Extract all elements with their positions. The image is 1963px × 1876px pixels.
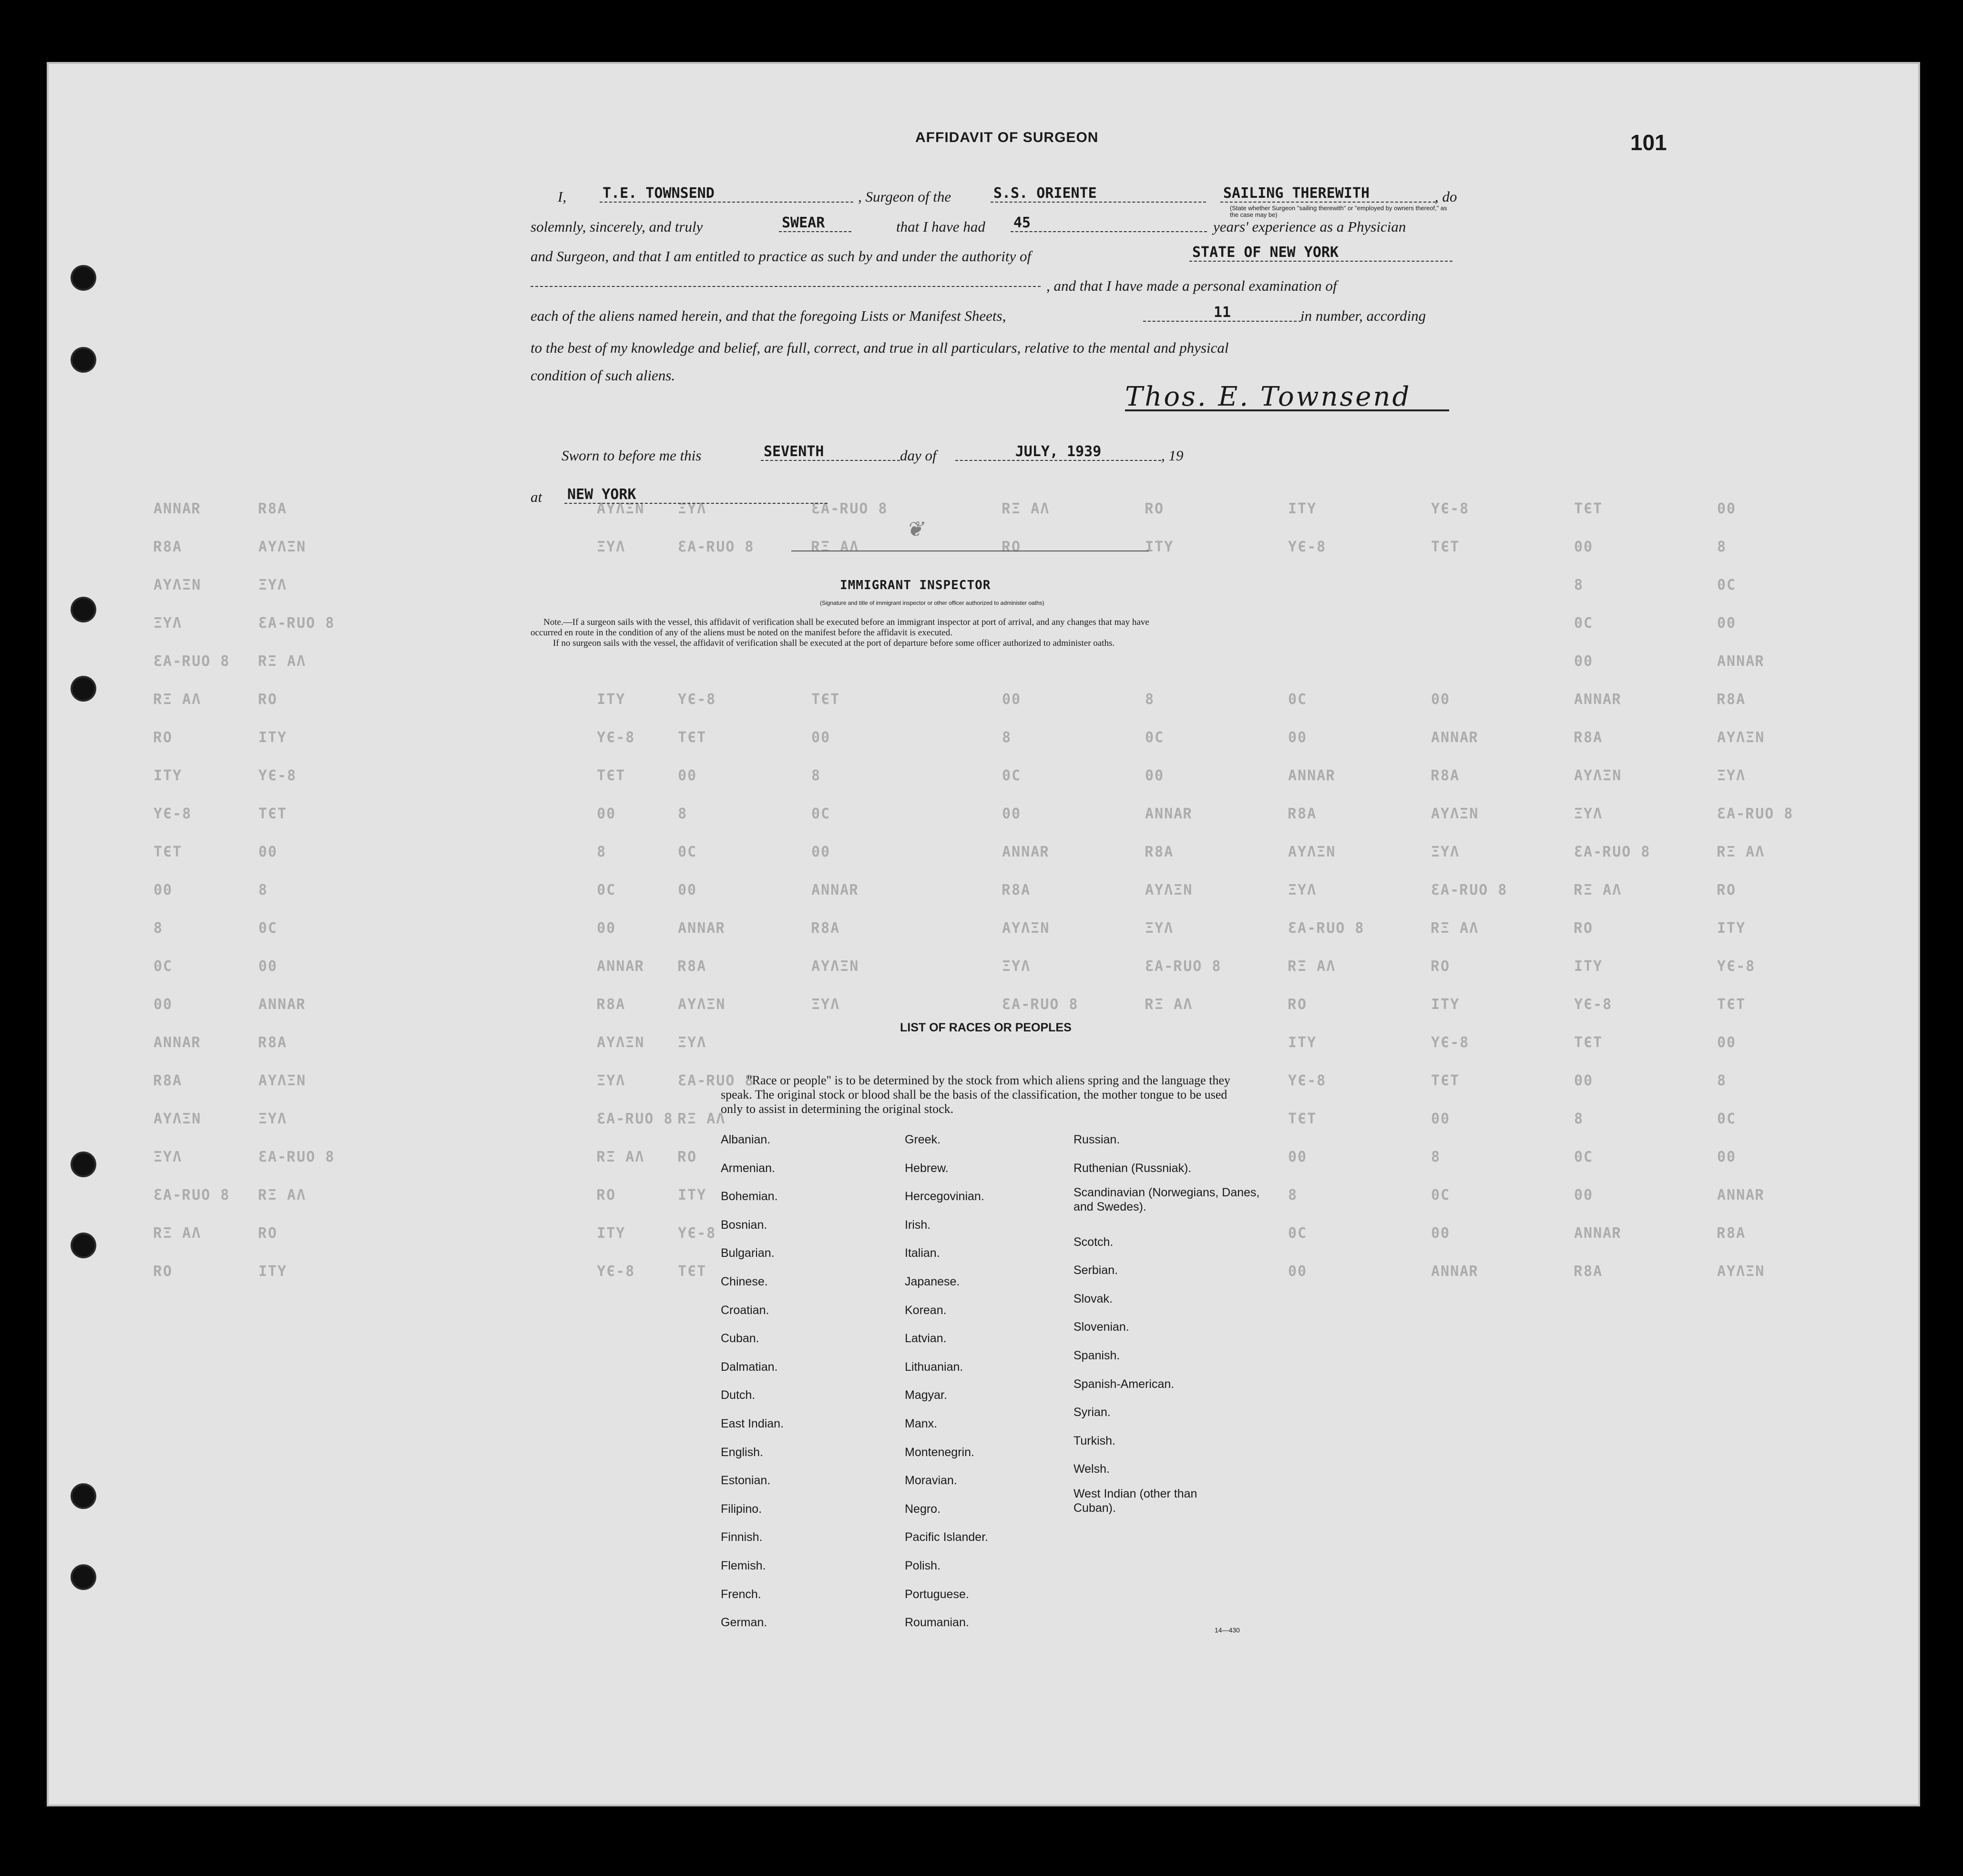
affidavit-text: each of the aliens named herein, and that the foregoing Lists or Manifest Sheets,	[531, 307, 1006, 324]
race-item: Welsh.	[1074, 1462, 1110, 1476]
ghost-text: ЯAИИА	[1573, 1225, 1621, 1242]
ghost-text: 8	[1716, 1072, 1726, 1089]
race-item: Slovenian.	[1074, 1320, 1129, 1334]
page-number: 101	[1630, 130, 1667, 155]
race-item: Montenegrin.	[905, 1445, 974, 1459]
sworn-text: Sworn to before me this	[562, 447, 702, 464]
ghost-text: ΛΑ ΞЯ	[677, 1111, 725, 1127]
race-item: Moravian.	[905, 1474, 957, 1488]
affidavit-text: solemnly, sincerely, and truly	[531, 218, 703, 235]
ghost-text: ОЯ	[1716, 882, 1736, 898]
affidavit-text: , Surgeon of the	[858, 188, 951, 205]
ghost-text: ΛΥΞ	[596, 1072, 625, 1089]
ghost-text: ЯAИИА	[153, 500, 201, 517]
ghost-text: 8	[1430, 1149, 1440, 1165]
ghost-text: A8Я	[1287, 805, 1316, 822]
ghost-text: ИΞΛΥΑ	[596, 500, 644, 517]
ghost-text: Ɔ0	[810, 805, 830, 822]
ghost-text: YTI	[1573, 958, 1602, 975]
ghost-text: YTI	[257, 1263, 286, 1280]
ghost-text: Ɔ0	[153, 958, 172, 975]
ghost-text: 8 ΟUЯ-AЗ	[1716, 805, 1793, 822]
ghost-text: ОЯ	[1430, 958, 1450, 975]
ghost-text: 00	[810, 729, 830, 746]
ghost-text: ЯAИИА	[810, 882, 859, 898]
ghost-text: 8-ЭΥ	[1573, 996, 1612, 1013]
race-item: Turkish.	[1074, 1434, 1115, 1448]
ghost-text: 8 ΟUЯ-AЗ	[1573, 844, 1650, 860]
ghost-text: 8-ЭΥ	[596, 1263, 634, 1280]
race-item: Estonian.	[721, 1474, 771, 1488]
ghost-text: ИΞΛΥΑ	[257, 539, 306, 555]
race-item: Hebrew.	[905, 1161, 949, 1175]
ghost-text: 8	[1144, 691, 1154, 708]
ghost-text: ΛΥΞ	[810, 996, 839, 1013]
ghost-text: ОЯ	[257, 691, 277, 708]
ghost-text: YTI	[596, 1225, 625, 1242]
race-item: Greek.	[905, 1133, 941, 1146]
sworn-text: , 19	[1161, 447, 1184, 464]
ghost-text: 00	[153, 996, 172, 1013]
ghost-text: ЯAИИА	[1430, 729, 1478, 746]
ghost-text: A8Я	[1716, 1225, 1745, 1242]
race-item: Syrian.	[1074, 1406, 1111, 1419]
sworn-place: NEW YORK	[564, 486, 828, 504]
race-item: Scotch.	[1074, 1235, 1114, 1249]
ghost-text: 00	[596, 805, 615, 822]
ghost-text: ОЯ	[257, 1225, 277, 1242]
ghost-text: Ɔ0	[1430, 1187, 1450, 1203]
races-description: "Race or people" is to be determined by the stock from which aliens spring and the language they speak. The original stock or blood shall be the basis of the classification, the mother tongue to be used only to assist in determining the original stock.	[721, 1073, 1230, 1116]
ghost-text: Ɔ0	[677, 844, 696, 860]
ghost-text: ΛΑ ΞЯ	[1573, 882, 1621, 898]
ghost-text: YTI	[153, 767, 182, 784]
ghost-text: 00	[677, 882, 696, 898]
punch-hole	[72, 678, 94, 700]
ghost-text: 00	[1430, 691, 1450, 708]
ghost-text: ОЯ	[1144, 500, 1164, 517]
ghost-text: ИΞΛΥΑ	[1001, 920, 1049, 937]
ghost-text: ΛΑ ΞЯ	[153, 1225, 201, 1242]
ghost-text: 8-ЭΥ	[1430, 500, 1469, 517]
ghost-text: ΛΥΞ	[1573, 805, 1602, 822]
ghost-text: 8-ЭΥ	[1287, 539, 1326, 555]
race-item: Chinese.	[721, 1274, 768, 1288]
race-item: Croatian.	[721, 1303, 769, 1317]
note-line-1: Note.—If a surgeon sails with the vessel, this affidavit of verification shall be executed before an immigrant inspector at port of arrival, and any changes that may have	[543, 617, 1149, 627]
ghost-text: 8	[1716, 539, 1726, 555]
ghost-text: 8 ΟUЯ-AЗ	[153, 653, 229, 670]
ghost-text: Ɔ0	[1287, 1225, 1307, 1242]
ghost-text: ИΞΛΥΑ	[1716, 1263, 1764, 1280]
ghost-text: ΛΑ ΞЯ	[1716, 844, 1764, 860]
ghost-text: A8Я	[153, 539, 182, 555]
ghost-text: ΛΥΞ	[677, 1034, 706, 1051]
ghost-text: ΛΑ ΞЯ	[1001, 500, 1049, 517]
ghost-text: ΛΥΞ	[153, 1149, 182, 1165]
race-item: Spanish-American.	[1074, 1377, 1175, 1391]
ghost-text: ИΞΛΥΑ	[1144, 882, 1192, 898]
ghost-text: YTI	[1144, 539, 1173, 555]
ghost-text: 8 ΟUЯ-AЗ	[1430, 882, 1507, 898]
race-item: Dutch.	[721, 1388, 756, 1402]
ghost-text: ΛΥΞ	[257, 1111, 286, 1127]
ghost-text: ΛΥΞ	[1430, 844, 1459, 860]
ghost-text: ΤЭΤ	[677, 1263, 706, 1280]
races-column-2	[905, 1126, 988, 1637]
race-item: Pacific Islander.	[905, 1530, 989, 1544]
ghost-text: ΤЭΤ	[1430, 1072, 1459, 1089]
ghost-text: 00	[1001, 691, 1021, 708]
ghost-text: ОЯ	[677, 1149, 696, 1165]
ghost-text: YTI	[1716, 920, 1745, 937]
race-item: French.	[721, 1587, 761, 1601]
ghost-text: ЯAИИА	[677, 920, 725, 937]
ghost-text: 8 ΟUЯ-AЗ	[677, 539, 754, 555]
ghost-text: ЯAИИА	[1001, 844, 1049, 860]
ghost-text: YTI	[1430, 996, 1459, 1013]
ghost-text: ОЯ	[153, 1263, 172, 1280]
surgeon-name: T.E. TOWNSEND	[600, 185, 853, 203]
ghost-text: 00	[1716, 500, 1736, 517]
race-item: Bosnian.	[721, 1218, 767, 1232]
punch-hole	[72, 1566, 94, 1588]
ghost-text: 8	[1573, 1111, 1583, 1127]
ghost-text: YTI	[1287, 500, 1316, 517]
ghost-text: 00	[1287, 1149, 1307, 1165]
inspector-label: IMMIGRANT INSPECTOR	[840, 578, 991, 592]
ghost-text: A8Я	[1716, 691, 1745, 708]
ghost-text: ЯAИИА	[153, 1034, 201, 1051]
affidavit-text: in number, according	[1300, 307, 1426, 324]
ghost-text: 00	[1430, 1111, 1450, 1127]
ghost-text: ОЯ	[1001, 539, 1021, 555]
race-item: Serbian.	[1074, 1264, 1118, 1277]
ghost-text: ОЯ	[596, 1187, 615, 1203]
ghost-text: ΛΥΞ	[596, 539, 625, 555]
race-item: Finnish.	[721, 1530, 763, 1544]
ghost-text: 8 ΟUЯ-AЗ	[1001, 996, 1078, 1013]
ghost-text: 00	[1287, 729, 1307, 746]
ghost-text: 8 ΟUЯ-AЗ	[677, 1072, 754, 1089]
ghost-text: YTI	[257, 729, 286, 746]
oath-word: SWEAR	[779, 214, 851, 232]
form-number: 14—430	[1215, 1626, 1240, 1634]
sworn-day: SEVENTH	[761, 443, 900, 461]
ghost-text: ΤЭΤ	[153, 844, 182, 860]
ghost-text: ИΞΛΥΑ	[1716, 729, 1764, 746]
ghost-text: Ɔ0	[1001, 767, 1021, 784]
ghost-text: A8Я	[596, 996, 625, 1013]
authority: STATE OF NEW YORK	[1189, 244, 1452, 262]
affidavit-text: I,	[558, 188, 567, 205]
ghost-text: 00	[596, 920, 615, 937]
races-column-1	[721, 1126, 784, 1637]
ship-name: S.S. ORIENTE	[991, 185, 1206, 203]
ghost-text: 8-ЭΥ	[677, 1225, 716, 1242]
race-item: Latvian.	[905, 1332, 947, 1346]
race-item: Irish.	[905, 1218, 931, 1232]
sworn-text: at	[531, 489, 542, 505]
blank-line	[531, 286, 1041, 287]
race-item: Ruthenian (Russniak).	[1074, 1161, 1192, 1175]
ghost-text: 8-ЭΥ	[596, 729, 634, 746]
ghost-text: Ɔ0	[1573, 615, 1593, 632]
race-item: Italian.	[905, 1246, 940, 1260]
ghost-text: ΛΥΞ	[677, 500, 706, 517]
ghost-text: YTI	[596, 691, 625, 708]
affidavit-text: , do	[1435, 188, 1457, 205]
affidavit-text: that I have had	[896, 218, 985, 235]
ghost-text: 8-ЭΥ	[1716, 958, 1755, 975]
ghost-text: 00	[677, 767, 696, 784]
ghost-text: ЯAИИА	[1716, 1187, 1764, 1203]
race-item: Bulgarian.	[721, 1246, 775, 1260]
ghost-text: ИΞΛΥΑ	[1573, 767, 1621, 784]
inspector-signature: ❦	[906, 517, 923, 541]
ghost-text: 00	[1573, 653, 1593, 670]
race-item: Polish.	[905, 1559, 941, 1572]
race-item: West Indian (other than Cuban).	[1074, 1487, 1197, 1515]
ghost-text: Ɔ0	[1716, 577, 1736, 593]
ghost-text: ΛΑ ΞЯ	[810, 539, 859, 555]
race-item: Japanese.	[905, 1274, 960, 1288]
punch-hole	[72, 267, 94, 289]
race-item: Cuban.	[721, 1332, 759, 1346]
ghost-text: ИΞΛΥΑ	[153, 1111, 201, 1127]
race-item: German.	[721, 1616, 767, 1630]
ghost-text: 8	[257, 882, 267, 898]
ghost-text: ЯAИИА	[1144, 805, 1192, 822]
ghost-text: 00	[1001, 805, 1021, 822]
note-line-3: If no surgeon sails with the vessel, the affidavit of verification shall be executed at the port of departure before some officer authorized to administer oaths.	[553, 638, 1115, 648]
ghost-text: YTI	[677, 1187, 706, 1203]
ghost-text: A8Я	[1573, 729, 1602, 746]
sworn-text: day of	[900, 447, 937, 464]
ghost-text: ΛΥΞ	[257, 577, 286, 593]
ghost-text: 00	[153, 882, 172, 898]
ghost-text: A8Я	[1001, 882, 1030, 898]
ghost-text: 8 ΟUЯ-AЗ	[596, 1111, 673, 1127]
punch-hole	[72, 1153, 94, 1175]
ghost-text: 00	[257, 844, 277, 860]
ghost-text: A8Я	[1144, 844, 1173, 860]
ghost-text: ЯAИИА	[257, 996, 306, 1013]
race-item: Scandinavian (Norwegians, Danes, and Swedes).	[1074, 1186, 1260, 1214]
races-column-3	[1074, 1126, 1264, 1515]
ghost-text: ЯAИИА	[1430, 1263, 1478, 1280]
ghost-text: ΛΥΞ	[1716, 767, 1745, 784]
race-item: East Indian.	[721, 1417, 784, 1430]
ghost-text: A8Я	[1573, 1263, 1602, 1280]
ghost-text: 00	[1573, 1187, 1593, 1203]
years-experience: 45	[1011, 214, 1207, 232]
ghost-text: 8	[1001, 729, 1011, 746]
ghost-text: A8Я	[257, 500, 286, 517]
ghost-text: 8-ЭΥ	[1287, 1072, 1326, 1089]
ghost-text: ΛΑ ΞЯ	[257, 1187, 306, 1203]
ghost-text: A8Я	[257, 1034, 286, 1051]
ghost-text: ΛΥΞ	[153, 615, 182, 632]
ghost-text: ΛΑ ΞЯ	[257, 653, 306, 670]
ghost-text: A8Я	[1430, 767, 1459, 784]
ghost-text: ИΞΛΥΑ	[596, 1034, 644, 1051]
ghost-text: ΤЭΤ	[1573, 1034, 1602, 1051]
ghost-text: 00	[1287, 1263, 1307, 1280]
ghost-text: ИΞΛΥΑ	[1430, 805, 1478, 822]
ghost-text: ИΞΛΥΑ	[1287, 844, 1335, 860]
ghost-text: 00	[1573, 1072, 1593, 1089]
ghost-text: ΛΥΞ	[1287, 882, 1316, 898]
surgeon-signature: Thos. E. Townsend	[1125, 381, 1449, 411]
affidavit-text: to the best of my knowledge and belief, are full, correct, and true in all particulars, relative to the mental and physical	[531, 339, 1229, 356]
ghost-text: 8-ЭΥ	[153, 805, 191, 822]
ghost-text: ОЯ	[1287, 996, 1307, 1013]
sailing-note: (State whether Surgeon "sailing therewith" or "employed by owners thereof," as the case may be)	[1230, 204, 1447, 218]
ghost-text: 8 ΟUЯ-AЗ	[1144, 958, 1221, 975]
ghost-text: ЯAИИА	[1287, 767, 1335, 784]
race-item: Dalmatian.	[721, 1360, 778, 1374]
ghost-text: ОЯ	[153, 729, 172, 746]
ghost-text: 8 ΟUЯ-AЗ	[153, 1187, 229, 1203]
affidavit-text: condition of such aliens.	[531, 367, 675, 384]
ghost-text: ΤЭΤ	[1287, 1111, 1316, 1127]
race-item: Negro.	[905, 1502, 941, 1516]
ghost-text: ΛΑ ΞЯ	[1430, 920, 1478, 937]
race-item: Armenian.	[721, 1161, 775, 1175]
ghost-text: ΛΥΞ	[1144, 920, 1173, 937]
punch-hole	[72, 1234, 94, 1256]
race-item: Roumanian.	[905, 1616, 969, 1630]
ghost-text: 00	[810, 844, 830, 860]
race-item: Spanish.	[1074, 1348, 1120, 1362]
race-item: Magyar.	[905, 1388, 947, 1402]
ghost-text: ΤЭΤ	[1573, 500, 1602, 517]
ghost-text: A8Я	[677, 958, 706, 975]
ghost-text: Ɔ0	[596, 882, 615, 898]
note-line-2: occurred en route in the condition of any of the aliens must be noted on the manifest before the affidavit is executed.	[531, 628, 952, 638]
ghost-text: Ɔ0	[257, 920, 277, 937]
ghost-text: ЯAИИА	[1573, 691, 1621, 708]
ghost-text: ΛΥΞ	[1001, 958, 1030, 975]
ghost-text: ΛΑ ΞЯ	[153, 691, 201, 708]
ghost-text: 8	[153, 920, 163, 937]
ghost-text: 8-ЭΥ	[1430, 1034, 1469, 1051]
ghost-text: 8	[810, 767, 820, 784]
ghost-text: 8	[1287, 1187, 1297, 1203]
affidavit-text: years' experience as a Physician	[1213, 218, 1406, 235]
race-item: Korean.	[905, 1303, 947, 1317]
ghost-text: ΤЭΤ	[677, 729, 706, 746]
affidavit-title: AFFIDAVIT OF SURGEON	[915, 130, 1099, 145]
ghost-text: Ɔ0	[1573, 1149, 1593, 1165]
punch-hole	[72, 599, 94, 621]
race-item: Bohemian.	[721, 1190, 778, 1203]
ghost-text: A8Я	[153, 1072, 182, 1089]
sailing-status: SAILING THEREWITH	[1220, 185, 1436, 203]
ghost-text: 8 ΟUЯ-AЗ	[1287, 920, 1364, 937]
ghost-text: ИΞΛΥΑ	[810, 958, 859, 975]
race-item: Flemish.	[721, 1559, 766, 1572]
ghost-text: ЯAИИА	[596, 958, 644, 975]
ghost-text: 8 ΟUЯ-AЗ	[257, 1149, 334, 1165]
race-item: Portuguese.	[905, 1587, 969, 1601]
affidavit-text: , and that I have made a personal examination of	[1046, 277, 1337, 294]
ghost-text: 00	[1716, 1149, 1736, 1165]
race-item: Lithuanian.	[905, 1360, 963, 1374]
ghost-text: A8Я	[810, 920, 839, 937]
ghost-text: ОЯ	[1573, 920, 1593, 937]
ghost-text: 8-ЭΥ	[257, 767, 296, 784]
ghost-text: 8	[596, 844, 606, 860]
ghost-text: Ɔ0	[1287, 691, 1307, 708]
race-item: Filipino.	[721, 1502, 762, 1516]
race-item: Slovak.	[1074, 1292, 1113, 1305]
ghost-text: ИΞΛΥΑ	[257, 1072, 306, 1089]
race-item: Manx.	[905, 1417, 938, 1430]
races-title: LIST OF RACES OR PEOPLES	[900, 1021, 1072, 1034]
race-item: Russian.	[1074, 1133, 1120, 1146]
ghost-text: ΤЭΤ	[810, 691, 839, 708]
ghost-text: 00	[1430, 1225, 1450, 1242]
ghost-text: 8	[677, 805, 687, 822]
ghost-text: 8	[1573, 577, 1583, 593]
ghost-text: ΤЭΤ	[596, 767, 625, 784]
race-item: English.	[721, 1445, 763, 1459]
ghost-text: ΤЭΤ	[1430, 539, 1459, 555]
ghost-text: 00	[1573, 539, 1593, 555]
race-item: Hercegovinian.	[905, 1190, 984, 1203]
ghost-text: 00	[1144, 767, 1164, 784]
ghost-text: ИΞΛΥΑ	[153, 577, 201, 593]
ghost-text: 00	[257, 958, 277, 975]
ghost-text: ΛΑ ΞЯ	[1144, 996, 1192, 1013]
inspector-note: (Signature and title of immigrant inspector or other officer authorized to administer oaths)	[820, 600, 1044, 606]
punch-hole	[72, 1485, 94, 1507]
ghost-text: ΛΑ ΞЯ	[596, 1149, 644, 1165]
ghost-text: YTI	[1287, 1034, 1316, 1051]
ghost-text: ΛΑ ΞЯ	[1287, 958, 1335, 975]
race-item: Albanian.	[721, 1133, 771, 1146]
ghost-text: 00	[1716, 1034, 1736, 1051]
sworn-month-year: JULY, 1939	[955, 443, 1161, 461]
ghost-text: ИΞΛΥΑ	[677, 996, 725, 1013]
affidavit-text: and Surgeon, and that I am entitled to practice as such by and under the authority of	[531, 248, 1032, 265]
manifest-sheets: 11	[1143, 304, 1301, 322]
punch-hole	[72, 349, 94, 371]
ghost-text: 00	[1716, 615, 1736, 632]
ghost-text: 8 ΟUЯ-AЗ	[810, 500, 887, 517]
ghost-text: ЯAИИА	[1716, 653, 1764, 670]
ghost-text: 8-ЭΥ	[677, 691, 716, 708]
ghost-text: Ɔ0	[1144, 729, 1164, 746]
ghost-text: ΤЭΤ	[1716, 996, 1745, 1013]
ghost-text: 8 ΟUЯ-AЗ	[257, 615, 334, 632]
ghost-text: Ɔ0	[1716, 1111, 1736, 1127]
ghost-text: ΤЭΤ	[257, 805, 286, 822]
